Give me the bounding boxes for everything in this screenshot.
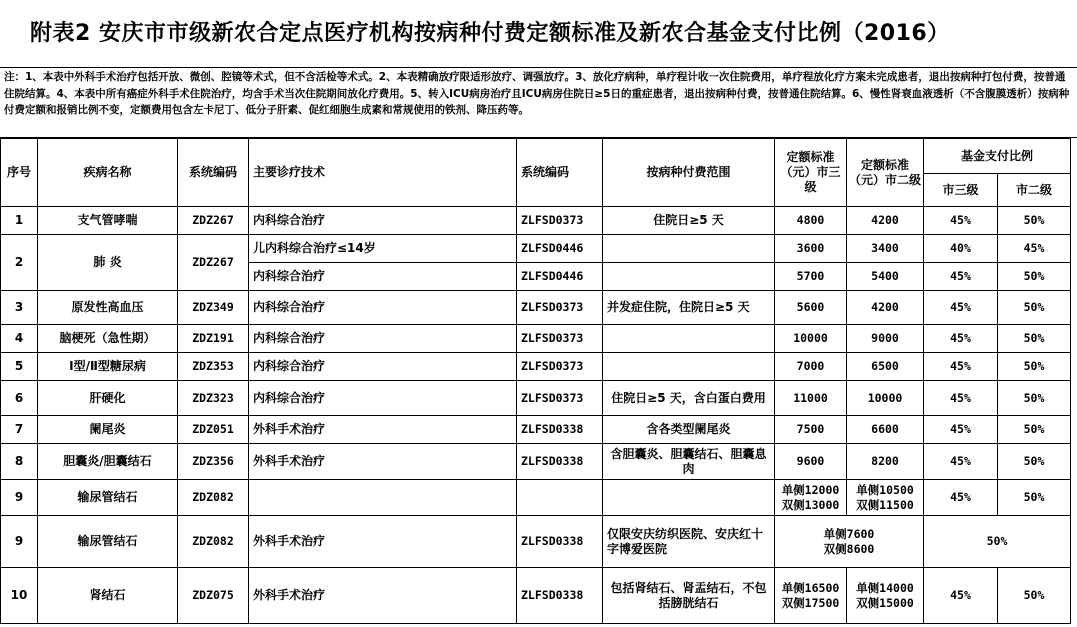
header-tech: 主要诊疗技术: [249, 139, 517, 207]
table-row: [1, 480, 1071, 516]
cell-seq: 1: [1, 207, 38, 235]
cell-fund2: 50%: [998, 207, 1071, 235]
cell-fund2: 50%: [998, 444, 1071, 480]
cell-code1: ZDZ267: [178, 235, 249, 291]
cell-code1: ZDZ082: [178, 516, 249, 568]
cell-seq: 3: [1, 291, 38, 325]
table-row: [1, 325, 1071, 353]
fee-standard-table: [0, 138, 1071, 624]
cell-code1: ZDZ051: [178, 416, 249, 444]
cell-std3: [775, 568, 847, 624]
cell-std3: 5600: [775, 291, 847, 325]
cell-std2: 8200: [847, 444, 924, 480]
header-fund: 基金支付比例: [924, 139, 1071, 174]
cell-scope: 包括肾结石、肾盂结石，不包括膀胱结石: [603, 568, 775, 624]
cell-std3: 4800: [775, 207, 847, 235]
std2-single: 单侧10500: [856, 482, 914, 497]
cell-code2: ZLFSD0373: [517, 207, 603, 235]
cell-scope: 含各类型阑尾炎: [603, 416, 775, 444]
std-single: 单侧7600: [823, 526, 875, 541]
cell-std2: 4200: [847, 291, 924, 325]
table-row: [1, 381, 1071, 416]
table-row: [1, 568, 1071, 624]
table-row: [1, 416, 1071, 444]
cell-tech: 外科手术治疗: [249, 444, 517, 480]
header-std3: 定额标准（元）市三级: [775, 139, 847, 207]
cell-seq: 9: [1, 516, 38, 568]
cell-seq: 10: [1, 568, 38, 624]
cell-code2: ZLFSD0373: [517, 381, 603, 416]
cell-code2: ZLFSD0373: [517, 325, 603, 353]
header-code2: 系统编码: [517, 139, 603, 207]
cell-disease: 肾结石: [38, 568, 178, 624]
cell-std2: 5400: [847, 263, 924, 291]
table-row: [1, 516, 1071, 568]
cell-fund3: 45%: [924, 568, 998, 624]
cell-disease: 脑梗死（急性期）: [38, 325, 178, 353]
cell-fund2: 50%: [998, 416, 1071, 444]
std-double: 双侧8600: [823, 541, 875, 556]
table-row: [1, 291, 1071, 325]
cell-fund2: 50%: [998, 263, 1071, 291]
cell-disease: 肺 炎: [38, 235, 178, 291]
cell-code1: ZDZ191: [178, 325, 249, 353]
std3-single: 单侧12000: [781, 482, 840, 497]
cell-tech: 外科手术治疗: [249, 416, 517, 444]
cell-fund2: 50%: [998, 480, 1071, 516]
cell-seq: 6: [1, 381, 38, 416]
cell-std2: 4200: [847, 207, 924, 235]
cell-scope: 仅限安庆纺织医院、安庆红十字博爱医院: [603, 516, 775, 568]
header-fund2: 市二级: [998, 174, 1071, 207]
cell-code1: ZDZ349: [178, 291, 249, 325]
cell-tech: 内科综合治疗: [249, 353, 517, 381]
cell-scope: [603, 353, 775, 381]
cell-tech: 外科手术治疗: [249, 516, 517, 568]
cell-code2: [517, 480, 603, 516]
cell-code1: ZDZ356: [178, 444, 249, 480]
cell-std-merged: [775, 516, 924, 568]
cell-tech: 儿内科综合治疗≤14岁: [249, 235, 517, 263]
header-seq: 序号: [1, 139, 38, 207]
cell-fund2: 50%: [998, 325, 1071, 353]
cell-tech: 内科综合治疗: [249, 207, 517, 235]
cell-fund3: 45%: [924, 416, 998, 444]
cell-disease: 输尿管结石: [38, 480, 178, 516]
std3-single: 单侧16500: [781, 580, 840, 595]
cell-std3: 5700: [775, 263, 847, 291]
cell-fund3: 45%: [924, 291, 998, 325]
std3-double: 双侧17500: [781, 595, 840, 610]
cell-std3: 10000: [775, 325, 847, 353]
cell-fund-merged: 50%: [924, 516, 1071, 568]
cell-std2: 3400: [847, 235, 924, 263]
cell-std2: [847, 480, 924, 516]
cell-disease: 胆囊炎/胆囊结石: [38, 444, 178, 480]
cell-fund2: 50%: [998, 568, 1071, 624]
cell-fund3: 45%: [924, 325, 998, 353]
cell-code2: ZLFSD0338: [517, 444, 603, 480]
cell-seq: 9: [1, 480, 38, 516]
page-title: 附表2 安庆市市级新农合定点医疗机构按病种付费定额标准及新农合基金支付比例（2016）: [0, 0, 1077, 68]
cell-scope: 住院日≥5 天，含白蛋白费用: [603, 381, 775, 416]
cell-fund2: 50%: [998, 291, 1071, 325]
table-row: [1, 207, 1071, 235]
cell-std3: [775, 480, 847, 516]
cell-seq: 2: [1, 235, 38, 291]
cell-std3: 7000: [775, 353, 847, 381]
cell-seq: 7: [1, 416, 38, 444]
cell-disease: 输尿管结石: [38, 516, 178, 568]
std3-double: 双侧13000: [781, 497, 840, 512]
cell-std2: 9000: [847, 325, 924, 353]
cell-scope: [603, 480, 775, 516]
cell-tech: 外科手术治疗: [249, 568, 517, 624]
notes-paragraph: 注：1、本表中外科手术治疗包括开放、微创、腔镜等术式，但不含活检等术式。2、本表精确放疗限适形放疗、调强放疗。3、放化疗病种，单疗程计收一次住院费用，单疗程放化疗方案未完成患者，退出按病种打包付费，按普通住院结算。4、本表中所有癌症外科手术住院治疗，均含手术当次住院期间放化疗费用。5、转入ICU病房治疗且ICU病房住院日≥5日的重症患者，退出按病种付费，按普通住院结算。6、慢性肾衰血液透析（不含腹膜透析）按病种付费定额和报销比例不变，定额费用包含左卡尼丁、低分子肝素、促红细胞生成素和常规使用的铁剂、降压药等。: [0, 68, 1077, 138]
table-row: [1, 444, 1071, 480]
cell-code1: ZDZ353: [178, 353, 249, 381]
cell-std3: 3600: [775, 235, 847, 263]
header-row: [1, 139, 1071, 174]
cell-fund3: 45%: [924, 480, 998, 516]
cell-tech: 内科综合治疗: [249, 381, 517, 416]
cell-tech: 内科综合治疗: [249, 263, 517, 291]
cell-fund3: 45%: [924, 207, 998, 235]
table-row: [1, 235, 1071, 263]
cell-tech: 内科综合治疗: [249, 325, 517, 353]
cell-seq: 5: [1, 353, 38, 381]
cell-fund3: 45%: [924, 381, 998, 416]
cell-code2: ZLFSD0338: [517, 416, 603, 444]
cell-code1: ZDZ267: [178, 207, 249, 235]
header-scope: 按病种付费范围: [603, 139, 775, 207]
cell-disease: 肝硬化: [38, 381, 178, 416]
cell-fund2: 50%: [998, 381, 1071, 416]
cell-fund3: 45%: [924, 444, 998, 480]
cell-fund3: 40%: [924, 235, 998, 263]
cell-code1: ZDZ075: [178, 568, 249, 624]
cell-seq: 4: [1, 325, 38, 353]
cell-std2: 10000: [847, 381, 924, 416]
cell-std3: 11000: [775, 381, 847, 416]
cell-seq: 8: [1, 444, 38, 480]
cell-code2: ZLFSD0373: [517, 353, 603, 381]
header-code1: 系统编码: [178, 139, 249, 207]
std2-double: 双侧15000: [856, 595, 914, 610]
cell-fund3: 45%: [924, 353, 998, 381]
cell-code2: ZLFSD0446: [517, 235, 603, 263]
cell-scope: [603, 235, 775, 263]
cell-disease: 原发性高血压: [38, 291, 178, 325]
cell-code2: ZLFSD0338: [517, 568, 603, 624]
std2-single: 单侧14000: [856, 580, 914, 595]
cell-scope: 住院日≥5 天: [603, 207, 775, 235]
cell-tech: 内科综合治疗: [249, 291, 517, 325]
cell-code1: ZDZ082: [178, 480, 249, 516]
cell-disease: 阑尾炎: [38, 416, 178, 444]
cell-code2: ZLFSD0338: [517, 516, 603, 568]
header-disease: 疾病名称: [38, 139, 178, 207]
cell-std3: 9600: [775, 444, 847, 480]
cell-scope: [603, 263, 775, 291]
cell-code1: ZDZ323: [178, 381, 249, 416]
cell-disease: Ⅰ型/Ⅱ型糖尿病: [38, 353, 178, 381]
cell-std3: 7500: [775, 416, 847, 444]
cell-scope: 含胆囊炎、胆囊结石、胆囊息肉: [603, 444, 775, 480]
cell-disease: 支气管哮喘: [38, 207, 178, 235]
cell-fund2: 45%: [998, 235, 1071, 263]
cell-std2: [847, 568, 924, 624]
cell-scope: 并发症住院，住院日≥5 天: [603, 291, 775, 325]
table-row: [1, 353, 1071, 381]
cell-tech: [249, 480, 517, 516]
header-std2: 定额标准（元）市二级: [847, 139, 924, 207]
cell-std2: 6500: [847, 353, 924, 381]
cell-code2: ZLFSD0446: [517, 263, 603, 291]
header-fund3: 市三级: [924, 174, 998, 207]
cell-fund2: 50%: [998, 353, 1071, 381]
cell-scope: [603, 325, 775, 353]
std2-double: 双侧11500: [856, 497, 914, 512]
cell-fund3: 45%: [924, 263, 998, 291]
cell-code2: ZLFSD0373: [517, 291, 603, 325]
cell-std2: 6600: [847, 416, 924, 444]
